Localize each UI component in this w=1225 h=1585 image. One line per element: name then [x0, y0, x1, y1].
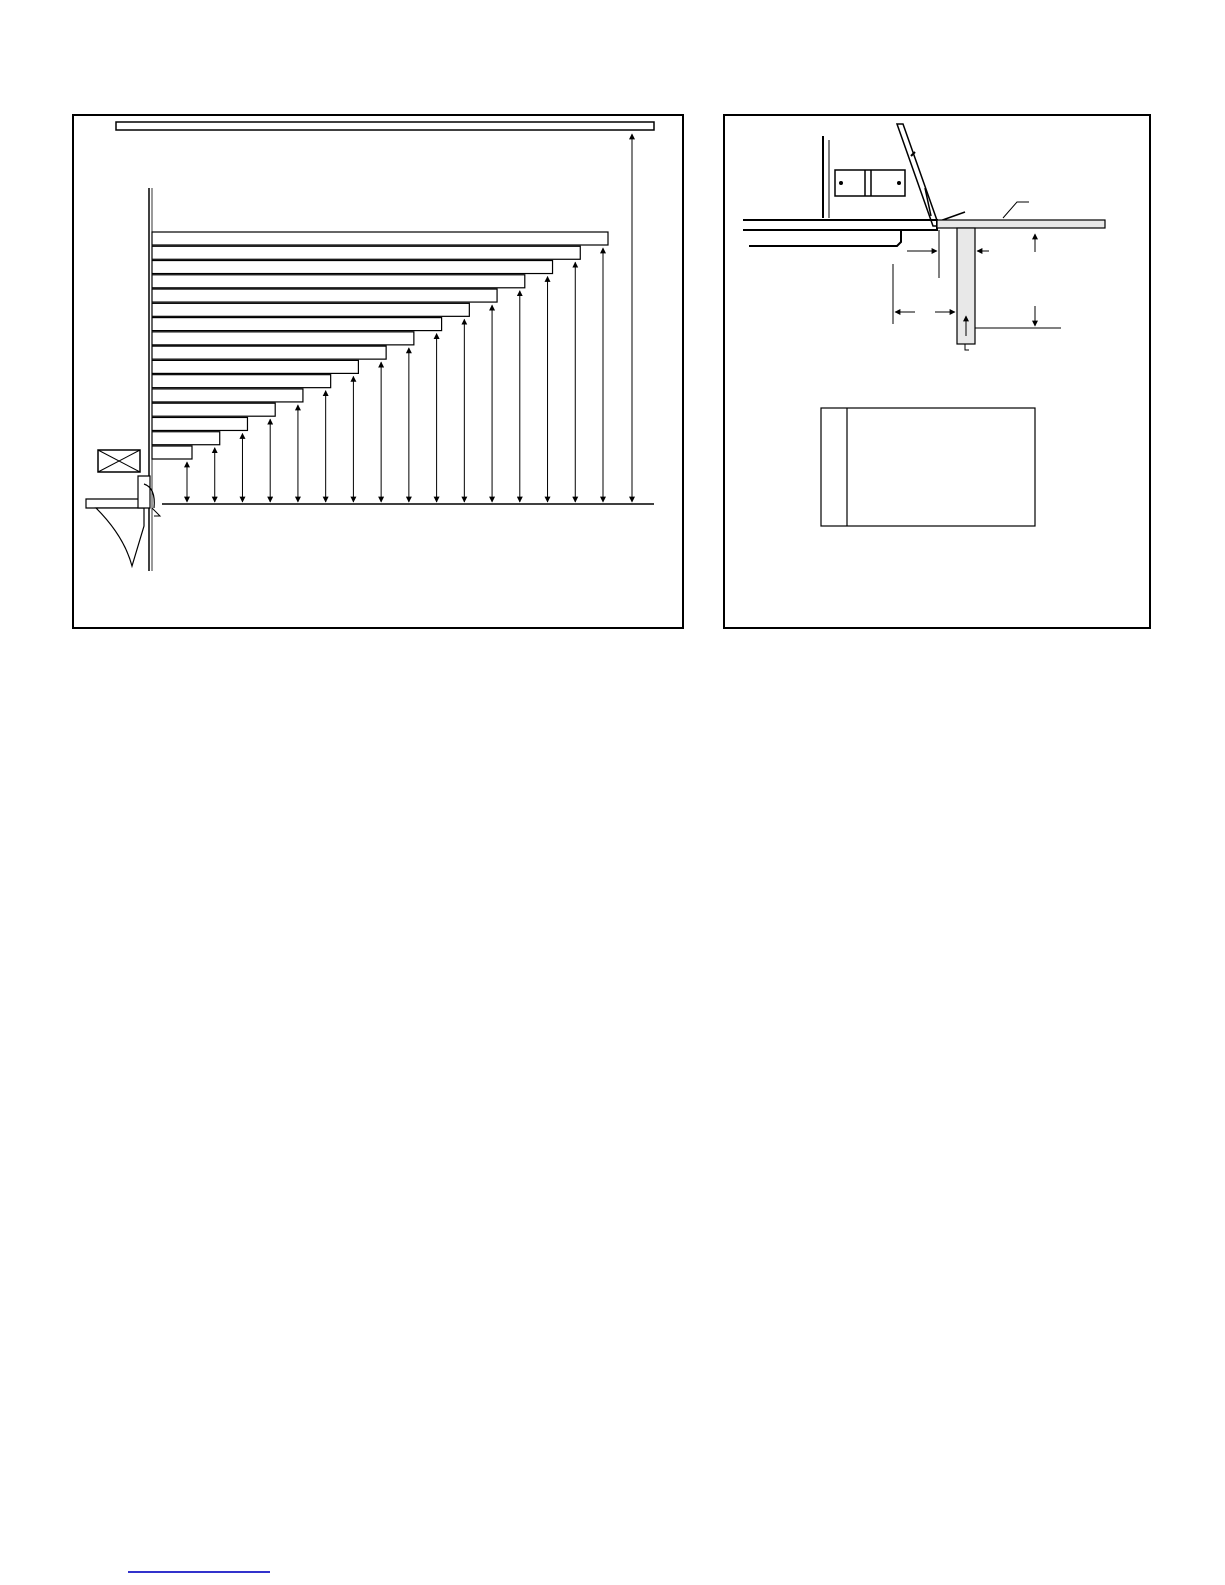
hinge-plate	[835, 170, 905, 196]
stair-step	[152, 389, 303, 402]
ceiling-bar	[116, 122, 654, 130]
floor-board-leader	[1003, 202, 1029, 218]
stair-step	[152, 360, 358, 373]
floor-board	[937, 220, 1105, 228]
stair-step	[152, 289, 497, 302]
stair-step	[152, 232, 608, 245]
crossed-box	[98, 450, 140, 472]
legend-box	[821, 408, 1035, 526]
stair-step	[152, 318, 442, 331]
section-detail-drawing	[725, 116, 1149, 627]
stair-step	[152, 246, 580, 259]
left-diagram-panel	[72, 114, 684, 629]
stair-step	[152, 346, 386, 359]
stair-elevation-drawing	[74, 116, 682, 627]
stair-step	[152, 375, 331, 388]
stiffener-tick	[965, 344, 969, 350]
right-detail-panel	[723, 114, 1151, 629]
stair-step	[152, 332, 414, 345]
stair-step	[152, 303, 469, 316]
stair-step	[152, 417, 247, 430]
stair-step	[152, 261, 553, 274]
floor-slab	[743, 220, 937, 246]
stair-step	[152, 432, 220, 445]
stair-step	[152, 275, 525, 288]
footer-link-underline[interactable]	[128, 1571, 270, 1573]
stair-step	[152, 446, 192, 459]
stair-steps	[152, 232, 608, 459]
stair-step	[152, 403, 275, 416]
